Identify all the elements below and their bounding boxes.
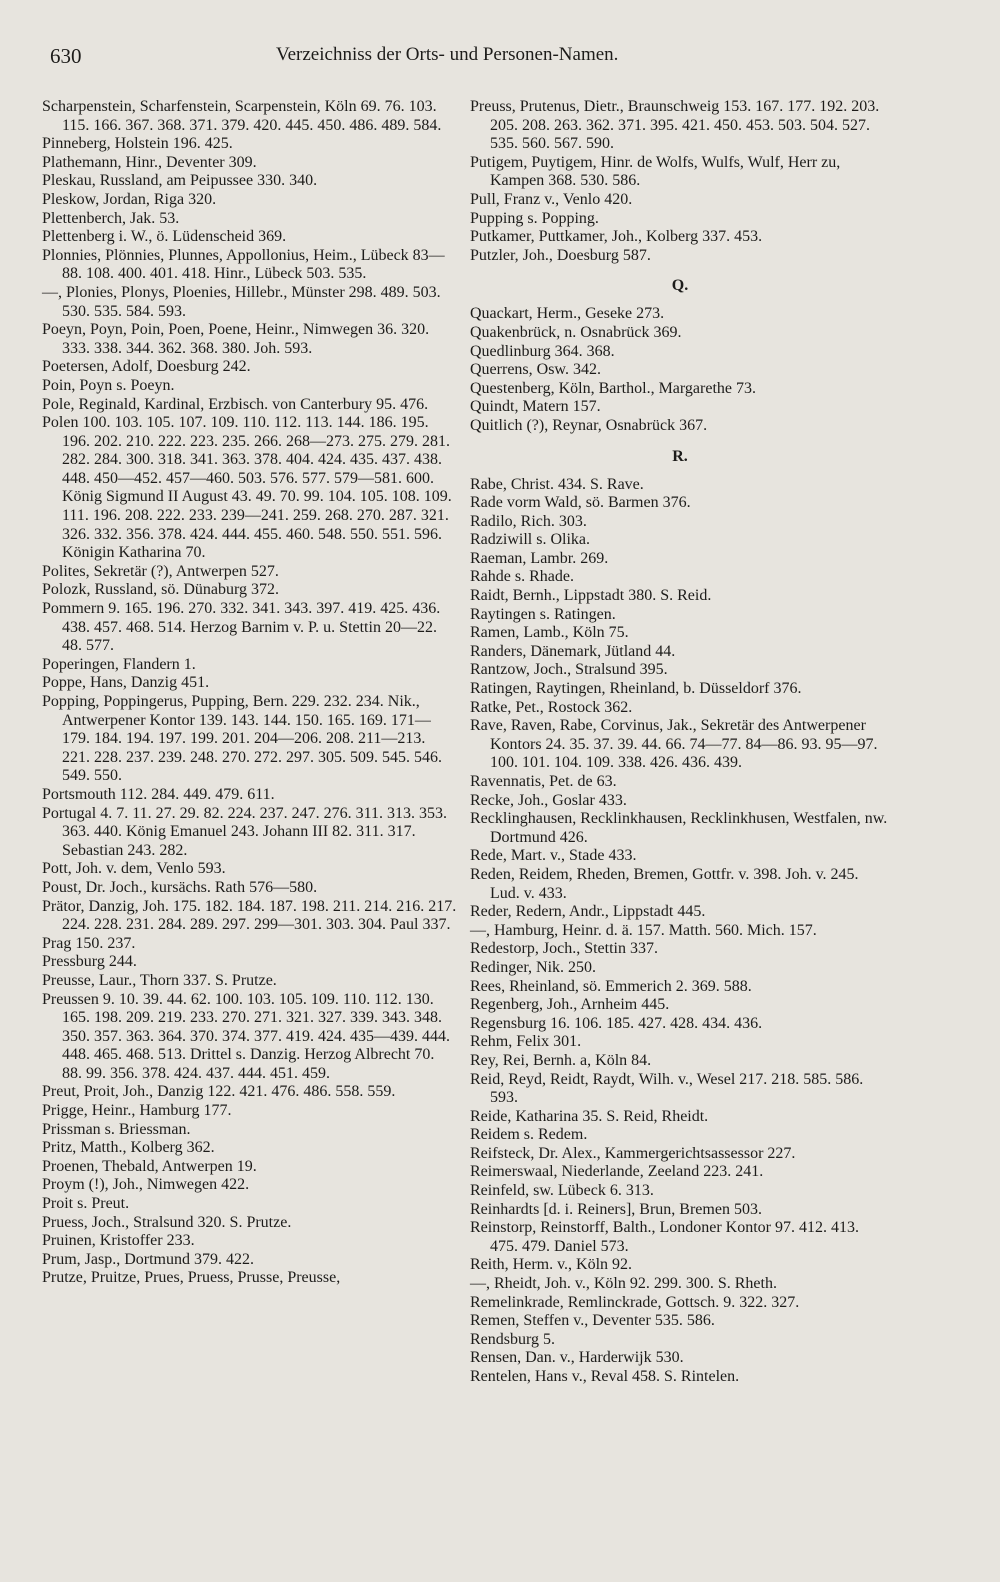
index-entry: Pommern 9. 165. 196. 270. 332. 341. 343. 397. 419. 425. 436. 438. 457. 468. 514. Herzog Barnim v. P. u. Stettin 20—22. 48. 577.	[42, 600, 441, 655]
index-entry: Putigem, Puytigem, Hinr. de Wolfs, Wulfs, Wulf, Herr zu, Kampen 368. 530. 586.	[470, 153, 841, 190]
index-entry: Rehm, Felix 301.	[470, 1033, 582, 1051]
index-entry: Raytingen s. Ratingen.	[470, 605, 616, 623]
index-entry: Putzler, Joh., Doesburg 587.	[470, 246, 651, 264]
index-entry: Pritz, Matth., Kolberg 362.	[42, 1139, 215, 1157]
index-entry: Ravennatis, Pet. de 63.	[470, 773, 617, 790]
index-entry: Rade vorm Wald, sö. Barmen 376.	[470, 494, 691, 512]
index-entry: Putkamer, Puttkamer, Joh., Kolberg 337. 453.	[470, 228, 763, 246]
index-entry: Poeyn, Poyn, Poin, Poen, Poene, Heinr., Nimwegen 36. 320. 333. 338. 344. 362. 368. 380. Joh. 593.	[42, 321, 430, 357]
index-entry: Quitlich (?), Reynar, Osnabrück 367.	[470, 416, 708, 434]
index-entry: Radziwill s. Olika.	[470, 531, 590, 549]
index-entry: Recklinghausen, Recklinkhausen, Recklinkhusen, Westfalen, nw. Dortmund 426.	[470, 810, 888, 846]
index-entry: Plettenberg i. W., ö. Lüdenscheid 369.	[42, 228, 287, 246]
index-entry: Raidt, Bernh., Lippstadt 380. S. Reid.	[470, 587, 712, 605]
index-entry: Quakenbrück, n. Osnabrück 369.	[470, 323, 682, 341]
index-entry: Preut, Proit, Joh., Danzig 122. 421. 476. 486. 558. 559.	[42, 1083, 396, 1101]
index-entry: Rey, Rei, Bernh. a, Köln 84.	[470, 1051, 652, 1069]
index-entry: Pruinen, Kristoffer 233.	[42, 1232, 195, 1250]
index-entry: Pruess, Joch., Stralsund 320. S. Prutze.	[42, 1213, 292, 1231]
index-entry: Quackart, Herm., Geseke 273.	[470, 305, 665, 323]
index-entry: Preuss, Prutenus, Dietr., Braunschweig 153. 167. 177. 192. 203. 205. 208. 263. 362. 371. 395. 421. 450. 453. 503. 504. 527. 535. 560. 567. 590.	[470, 98, 880, 153]
index-entry: Regensburg 16. 106. 185. 427. 428. 434. 436.	[470, 1014, 763, 1032]
index-entry: Rave, Raven, Rabe, Corvinus, Jak., Sekretär des Antwerpener Kontors 24. 35. 37. 39. 44. 66. 74—77. 84—86. 93. 95—97. 100. 101. 104. 109. 338. 426. 436. 439.	[470, 717, 878, 772]
left-column	[42, 98, 457, 1288]
index-entry: Preussen 9. 10. 39. 44. 62. 100. 103. 105. 109. 110. 112. 130. 165. 198. 209. 219. 233. 270. 271. 321. 327. 339. 343. 348. 350. 357. 363. 364. 370. 374. 377. 419. 424. 435—439. 444. 448. 465. 468. 513. Drittel s. Danzig. Herzog Albrecht 70. 88. 99. 356. 378. 424. 437. 444. 451. 459.	[42, 990, 450, 1082]
index-entry: Pott, Joh. v. dem, Venlo 593.	[42, 860, 226, 878]
index-entry: Pleskau, Russland, am Peipussee 330. 340.	[42, 172, 318, 190]
index-entry: Rede, Mart. v., Stade 433.	[470, 847, 637, 865]
index-entry: Reimerswaal, Niederlande, Zeeland 223. 241.	[470, 1163, 764, 1181]
index-entry: Poetersen, Adolf, Doesburg 242.	[42, 358, 251, 376]
index-entry: Prigge, Heinr., Hamburg 177.	[42, 1102, 232, 1120]
index-entry: Prag 150. 237.	[42, 934, 136, 952]
index-entry: Reidem s. Redem.	[470, 1126, 588, 1144]
index-entry: Portugal 4. 7. 11. 27. 29. 82. 224. 237. 247. 276. 311. 313. 353. 363. 440. König Emanuel 243. Johann III 82. 311. 317. Sebastian 243. 282.	[42, 804, 448, 859]
index-entry: Poppe, Hans, Danzig 451.	[42, 674, 210, 692]
index-entry: Reide, Katharina 35. S. Reid, Rheidt.	[470, 1107, 709, 1125]
index-entry: Rantzow, Joch., Stralsund 395.	[470, 661, 668, 679]
index-entry: Reid, Reyd, Reidt, Raydt, Wilh. v., Wesel 217. 218. 585. 586. 593.	[470, 1070, 864, 1107]
index-entry: Proit s. Preut.	[42, 1195, 130, 1213]
index-entry: Reden, Reidem, Rheden, Bremen, Gottfr. v. 398. Joh. v. 245. Lud. v. 433.	[470, 865, 859, 902]
index-entry: Polozk, Russland, sö. Dünaburg 372.	[42, 581, 280, 599]
index-entry: Radilo, Rich. 303.	[470, 512, 587, 530]
index-entry: Reifsteck, Dr. Alex., Kammergerichtsassessor 227.	[470, 1144, 796, 1162]
index-entry: Reder, Redern, Andr., Lippstadt 445.	[470, 903, 706, 921]
page-header	[50, 44, 950, 74]
index-entry: Portsmouth 112. 284. 449. 479. 611.	[42, 785, 275, 803]
running-title: Verzeichniss der Orts- und Personen-Namen.	[276, 44, 619, 65]
index-entry: Rendsburg 5.	[470, 1330, 556, 1348]
index-entry: Rahde s. Rhade.	[470, 568, 574, 586]
index-entry: Pleskow, Jordan, Riga 320.	[42, 190, 217, 208]
index-entry: Popping, Poppingerus, Pupping, Bern. 229. 232. 234. Nik., Antwerpener Kontor 139. 143. 144. 150. 165. 169. 171—179. 184. 194. 197. 199. 201. 204—206. 208. 211—213. 221. 228. 237. 239. 248. 270. 272. 297. 305. 509. 545. 546. 549. 550.	[42, 693, 442, 785]
right-column-p-entries	[470, 98, 890, 265]
index-entry: Questenberg, Köln, Barthol., Margarethe 73.	[470, 379, 757, 397]
index-entry: Reinfeld, sw. Lübeck 6. 313.	[470, 1182, 654, 1200]
index-entry: Plettenberch, Jak. 53.	[42, 209, 180, 227]
index-entry: Randers, Dänemark, Jütland 44.	[470, 642, 676, 660]
index-entry: Remen, Steffen v., Deventer 535. 586.	[470, 1312, 715, 1330]
index-entry: Polen 100. 103. 105. 107. 109. 110. 112. 113. 144. 186. 195. 196. 202. 210. 222. 223. 235. 266. 268—273. 275. 279. 281. 282. 284. 300. 318. 341. 363. 378. 404. 424. 435. 437. 438. 448. 450—452. 457—460. 503. 576. 577. 579—581. 600. König Sigmund II August 43. 49. 70. 99. 104. 105. 108. 109. 111. 196. 208. 222. 233. 239—241. 259. 268. 270. 287. 321. 326. 332. 356. 378. 424. 444. 455. 460. 548. 550. 551. 596. Königin Katharina 70.	[42, 414, 452, 562]
index-entry: Regenberg, Joh., Arnheim 445.	[470, 996, 670, 1014]
index-entry: Remelinkrade, Remlinckrade, Gottsch. 9. 322. 327.	[470, 1293, 800, 1311]
page-number: 630	[50, 44, 82, 68]
index-entry: Preusse, Laur., Thorn 337. S. Prutze.	[42, 971, 277, 989]
index-entry: Reinstorp, Reinstorff, Balth., Londoner Kontor 97. 412. 413. 475. 479. Daniel 573.	[470, 1219, 859, 1255]
index-entry: Prissman s. Briessman.	[42, 1120, 191, 1138]
index-entry: Ratke, Pet., Rostock 362.	[470, 698, 633, 716]
index-entry: Rensen, Dan. v., Harderwijk 530.	[470, 1349, 684, 1367]
index-entry: Proenen, Thebald, Antwerpen 19.	[42, 1157, 257, 1175]
index-entry: Pull, Franz v., Venlo 420.	[470, 190, 633, 208]
index-entry: Prum, Jasp., Dortmund 379. 422.	[42, 1250, 254, 1268]
section-heading-r: R.	[672, 447, 688, 465]
index-entry: Prutze, Pruitze, Prues, Pruess, Prusse, Preusse,	[42, 1269, 341, 1287]
index-entry: Prätor, Danzig, Joh. 175. 182. 184. 187. 198. 211. 214. 216. 217. 224. 228. 231. 284. 289. 297. 299—301. 303. 304. Paul 337.	[42, 897, 457, 934]
index-entry: Ramen, Lamb., Köln 75.	[470, 624, 629, 642]
index-entry: Raeman, Lambr. 269.	[470, 549, 609, 567]
index-entry: Rees, Rheinland, sö. Emmerich 2. 369. 588.	[470, 977, 752, 995]
index-entry: Quedlinburg 364. 368.	[470, 342, 615, 360]
index-entry: Plathemann, Hinr., Deventer 309.	[42, 153, 257, 171]
section-heading-q: Q.	[671, 277, 689, 295]
index-entry: Pole, Reginald, Kardinal, Erzbisch. von Canterbury 95. 476.	[42, 395, 429, 413]
index-entry: Plonnies, Plönnies, Plunnes, Appollonius, Heim., Lübeck 83—88. 108. 400. 401. 418. Hinr., Lübeck 503. 535.	[42, 246, 445, 283]
index-entry: Poin, Poyn s. Poeyn.	[42, 376, 175, 394]
index-entry: Pupping s. Popping.	[470, 209, 599, 227]
index-entry: Recke, Joh., Goslar 433.	[470, 791, 627, 809]
index-entry: Redestorp, Joch., Stettin 337.	[470, 940, 658, 958]
index-entry: —, Rheidt, Joh. v., Köln 92. 299. 300. S. Rheth.	[470, 1275, 777, 1293]
index-entry: —, Hamburg, Heinr. d. ä. 157. Matth. 560. Mich. 157.	[470, 921, 817, 939]
index-entry: Poust, Dr. Joch., kursächs. Rath 576—580.	[42, 878, 318, 896]
index-entry: Polites, Sekretär (?), Antwerpen 527.	[42, 562, 279, 580]
index-entry: Quindt, Matern 157.	[470, 398, 601, 416]
index-entry: Ratingen, Raytingen, Rheinland, b. Düsseldorf 376.	[470, 680, 802, 698]
index-entry: Querrens, Osw. 342.	[470, 361, 601, 379]
right-column-r-entries	[470, 476, 890, 1387]
index-entry: Reith, Herm. v., Köln 92.	[470, 1256, 633, 1274]
index-entry: Rabe, Christ. 434. S. Rave.	[470, 475, 644, 493]
index-entry: Pinneberg, Holstein 196. 425.	[42, 135, 233, 153]
index-entry: —, Plonies, Plonys, Ploenies, Hillebr., Münster 298. 489. 503. 530. 535. 584. 593.	[42, 283, 441, 320]
index-entry: Poperingen, Flandern 1.	[42, 655, 196, 673]
index-entry: Rentelen, Hans v., Reval 458. S. Rintelen.	[470, 1368, 740, 1385]
index-entry: Pressburg 244.	[42, 953, 137, 971]
index-entry: Scharpenstein, Scharfenstein, Scarpenstein, Köln 69. 76. 103. 115. 166. 367. 368. 371. 379. 420. 445. 450. 486. 489. 584.	[42, 98, 442, 134]
right-column-q-entries	[470, 305, 890, 435]
index-entry: Reinhardts [d. i. Reiners], Brun, Bremen 503.	[470, 1200, 762, 1218]
right-column	[470, 98, 890, 1387]
index-entry: Proym (!), Joh., Nimwegen 422.	[42, 1176, 250, 1194]
index-entry: Redinger, Nik. 250.	[470, 958, 597, 976]
